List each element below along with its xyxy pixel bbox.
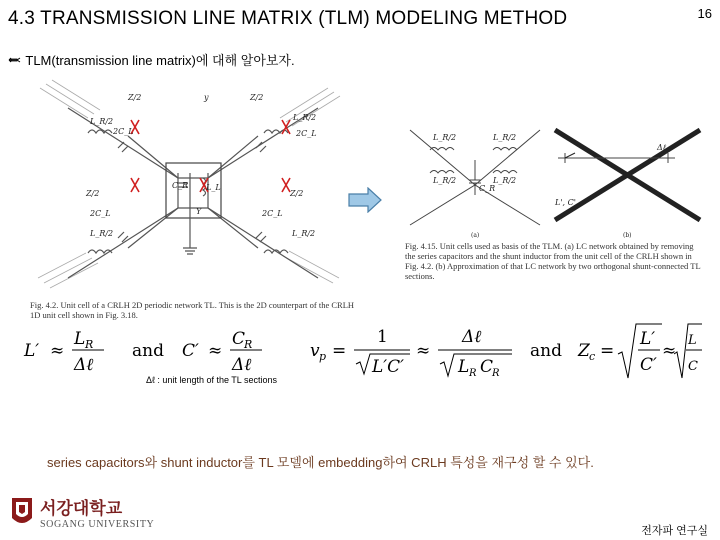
- logo-korean: 서강대학교: [40, 499, 123, 519]
- formula-sqrt-l-sub: R: [469, 368, 477, 379]
- formula-cr-sub: R: [244, 338, 253, 351]
- lab-name: 전자파 연구실: [641, 525, 708, 537]
- label-cr: C_R: [172, 181, 189, 190]
- figure-4-2-circuit: [28, 78, 358, 328]
- formula-zc: Z: [578, 341, 590, 361]
- label-415-lr2: L_R/2: [493, 133, 517, 142]
- formula-delta-1: Δℓ: [74, 355, 94, 375]
- label-415-lr3: L_R/2: [433, 176, 457, 185]
- label-415-lr4: L_R/2: [493, 176, 517, 185]
- logo-english: SOGANG UNIVERSITY: [40, 519, 155, 530]
- label-z2-bot-right: Z/2: [290, 189, 304, 198]
- formula-zc-sub: c: [589, 350, 596, 363]
- label-cl-top-right: 2C_L: [296, 129, 317, 138]
- formula-c-prime: C′: [182, 341, 199, 361]
- formula-approx-3: ≈: [416, 341, 431, 361]
- label-415-lr1: L_R/2: [433, 133, 457, 142]
- tlm-formula: [22, 320, 702, 382]
- pen-icon: [8, 53, 22, 68]
- label-415-sub-a: (a): [471, 232, 480, 239]
- formula-lr: L: [74, 329, 86, 349]
- label-415-lc: L', C': [555, 198, 576, 207]
- formula-approx-1: ≈: [50, 341, 65, 361]
- label-y-mid: Y: [196, 207, 202, 216]
- formula-eq-2: =: [600, 341, 615, 361]
- formula-cr: C: [232, 329, 246, 349]
- formula-delta-2: Δℓ: [232, 355, 252, 375]
- label-y-top: y: [204, 93, 209, 102]
- label-415-cr: C_R: [479, 184, 496, 193]
- formula-and-2: and: [530, 341, 562, 361]
- label-z2-bot-left: Z/2: [86, 189, 100, 198]
- formula-zc-c: C′: [640, 355, 657, 375]
- conclusion-text: series capacitors와 shunt inductor를 TL 모델에 embedding하여 CRLH 특성을 재구성 할 수 있다.: [47, 455, 594, 470]
- formula-vp: v: [310, 341, 320, 361]
- figure-4-15-circuit: [405, 125, 705, 243]
- figure-4-2-caption: Fig. 4.2. Unit cell of a CRLH 2D periodic network TL. This is the 2D counterpart of the CRLH 1D unit cell shown in Fig. 3.18.: [30, 300, 355, 320]
- crest-icon: [12, 498, 32, 523]
- page-number: 16: [697, 6, 712, 21]
- label-415-delta: Δℓ: [657, 143, 667, 152]
- formula-zc-cr: C: [688, 359, 698, 374]
- formula-approx-2: ≈: [208, 341, 223, 361]
- figure-4-15-caption: Fig. 4.15. Unit cells used as basis of the TLM. (a) LC network obtained by removing the series capacitors and the shunt inductor from the unit cell of the CRLH shown in Fig. 4.2. (b) Approximation of that LC network by two orthogonal shunt-connected TL sections.: [405, 241, 701, 281]
- formula-l-prime: L′: [24, 341, 40, 361]
- bullet-text: TLM(transmission line matrix)에 대해 알아보자.: [25, 53, 295, 68]
- formula-delta-3: Δℓ: [462, 327, 482, 347]
- label-z2-top-right: Z/2: [250, 93, 264, 102]
- right-arrow-icon: [348, 187, 382, 213]
- formula-sqrt-c: C: [480, 357, 494, 377]
- label-ll: L_L: [206, 183, 221, 192]
- label-cl-top-left: 2C_L: [113, 127, 134, 136]
- formula-sqrt-c-sub: R: [492, 368, 500, 379]
- formula-and-1: and: [132, 341, 164, 361]
- formula-one: 1: [377, 327, 388, 347]
- formula-sqrt-lc: L′C′: [372, 357, 405, 377]
- university-logo: [8, 494, 208, 534]
- formula-zc-l: L′: [640, 329, 656, 349]
- bullet-line: [8, 50, 295, 69]
- formula-vp-sub: p: [319, 350, 327, 363]
- label-lr-top-left: L_R/2: [90, 117, 114, 126]
- formula-zc-lr: L: [688, 333, 697, 348]
- formula-lr-sub: R: [85, 338, 94, 351]
- label-cl-bot-right: 2C_L: [262, 209, 283, 218]
- label-cl-bot-left: 2C_L: [90, 209, 111, 218]
- formula-eq-1: =: [332, 341, 347, 361]
- label-lr-bot-left: L_R/2: [90, 229, 114, 238]
- formula-approx-4: ≈: [662, 341, 677, 361]
- label-415-sub-b: (b): [623, 232, 632, 239]
- slide-title: 4.3 TRANSMISSION LINE MATRIX (TLM) MODELING METHOD: [8, 8, 568, 29]
- label-lr-bot-right: L_R/2: [292, 229, 316, 238]
- formula-sqrt-l: L: [458, 357, 470, 377]
- label-z2-top-left: Z/2: [128, 93, 142, 102]
- label-lr-top-right: L_R/2: [293, 113, 317, 122]
- delta-definition: Δℓ : unit length of the TL sections: [146, 375, 277, 385]
